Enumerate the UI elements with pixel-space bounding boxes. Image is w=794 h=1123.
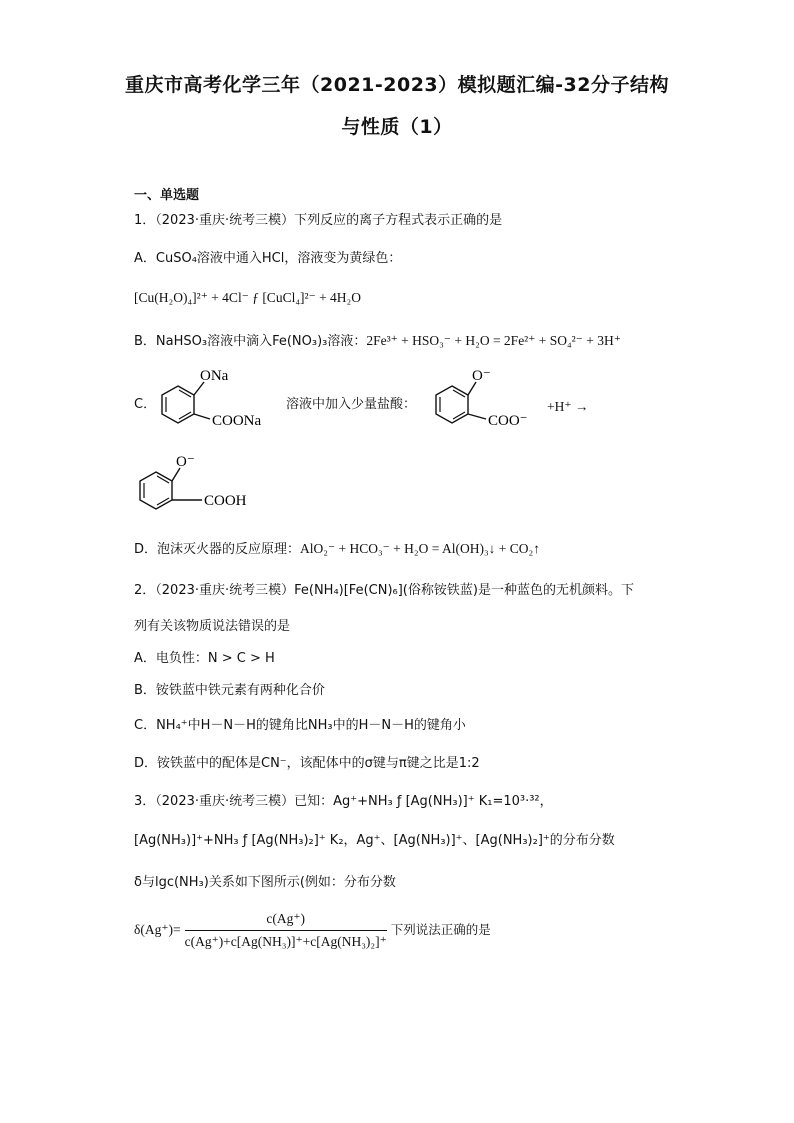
q3-line2: [Ag(NH₃)]⁺+NH₃ ƒ [Ag(NH₃)₂]⁺ K₂，Ag⁺、[Ag(NH₃)]⁺、[Ag(NH₃)₂]⁺的分布分数	[134, 833, 615, 848]
q1-option-c-mid: 溶液中加入少量盐酸：	[286, 397, 417, 412]
q1-option-d-equation: AlO₂⁻ + HCO₃⁻ + H₂O = Al(OH)₃↓ + CO₂↑	[300, 541, 541, 556]
mol3-side-group: COOH	[204, 493, 247, 509]
q3-fraction-denominator: c(Ag⁺)+c[Ag(NH₃)]⁺+c[Ag(NH₃)₂]⁺	[184, 934, 387, 949]
q2-option-a: A．电负性：N > C > H	[134, 651, 275, 666]
q1-option-a-equation: [Cu(H₂O)₄]²⁺ + 4Cl⁻ ƒ [CuCl₄]²⁻ + 4H₂O	[134, 290, 362, 305]
q3-fraction-row	[134, 910, 491, 951]
molecule-sodium-salicylate	[150, 362, 290, 442]
section-heading: 一、单选题	[134, 188, 200, 203]
q1-stem: 1．（2023·重庆·统考三模）下列反应的离子方程式表示正确的是	[134, 213, 503, 228]
mol3-top-group: O⁻	[176, 454, 195, 470]
mol1-side-group: COONa	[212, 413, 262, 429]
q1-option-b-text: B．NaHSO₃溶液中滴入Fe(NO₃)₃溶液：	[134, 334, 367, 349]
q3-fraction-tail: 下列说法正确的是	[390, 922, 491, 937]
q1-option-a-text: A．CuSO₄溶液中通入HCl，溶液变为黄绿色：	[134, 251, 402, 266]
doc-title-line1: 重庆市高考化学三年（2021-2023）模拟题汇编-32分子结构	[125, 74, 669, 96]
q2-option-c: C．NH₄⁺中H－N－H的键角比NH₃中的H－N－H的键角小	[134, 718, 466, 733]
q2-option-b: B．铵铁蓝中铁元素有两种化合价	[134, 683, 325, 698]
q2-option-d: D．铵铁蓝中的配体是CN⁻，该配体中的σ键与π键之比是1:2	[134, 756, 480, 771]
q1-option-c-label: C．	[134, 397, 157, 412]
q1-option-b-equation: 2Fe³⁺ + HSO₃⁻ + H₂O = 2Fe²⁺ + SO₄²⁻ + 3H⁺	[366, 333, 621, 348]
q3-stem: 3．（2023·重庆·统考三模）已知：Ag⁺+NH₃ ƒ [Ag(NH₃)]⁺ K₁=10³·³²，	[134, 794, 553, 809]
q3-line3: δ与lgc(NH₃)关系如下图所示(例如：分布分数	[134, 875, 396, 890]
q1-option-d-text: D．泡沫灭火器的反应原理：	[134, 542, 301, 557]
q3-fraction-lhs: δ(Ag⁺)=	[134, 922, 181, 937]
doc-title-line2: 与性质（1）	[341, 116, 453, 138]
q1-option-c-plus: +H⁺ →	[547, 399, 589, 414]
molecule-salicylate-dianion	[424, 362, 554, 442]
q3-fraction	[185, 910, 387, 951]
q1-option-d	[134, 540, 540, 559]
q3-fraction-numerator: c(Ag⁺)	[185, 910, 387, 931]
mol1-top-group: ONa	[200, 368, 229, 384]
q2-stem-line1: 2．（2023·重庆·统考三模）Fe(NH₄)[Fe(CN)₆](俗称铵铁蓝)是一种蓝色的无机颜料。下	[134, 583, 634, 598]
q2-stem-line2: 列有关该物质说法错误的是	[134, 619, 291, 634]
mol2-side-group: COO⁻	[488, 413, 528, 429]
molecule-salicylic-monoanion	[128, 448, 278, 528]
mol2-top-group: O⁻	[472, 368, 491, 384]
q1-option-b	[134, 332, 621, 351]
